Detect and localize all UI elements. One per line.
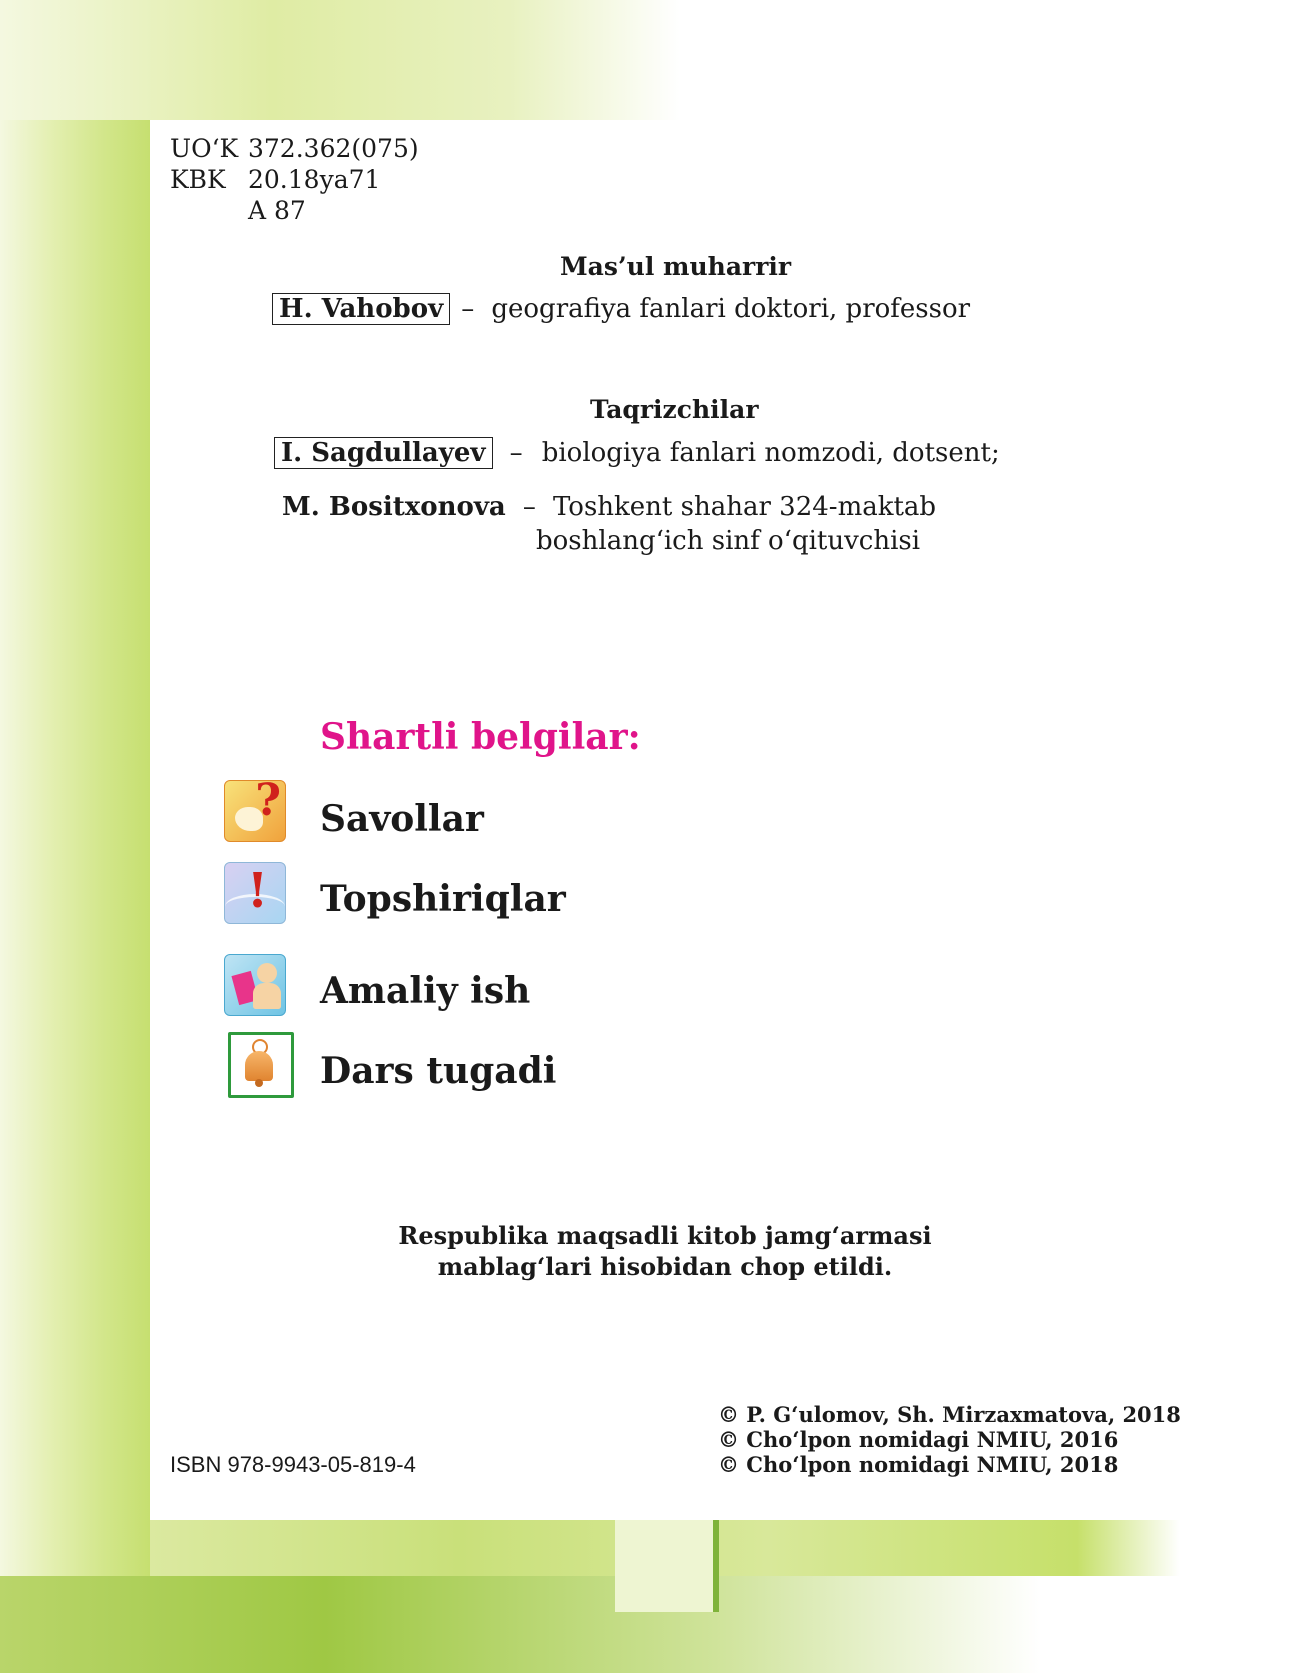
reviewer-title: biologiya fanlari nomzodi, dotsent; [541,438,1000,468]
kbk-value: 20.18ya71 [248,165,381,194]
reviewer-name: I. Sagdullayev [274,437,493,469]
copyright-line: © P. G‘ulomov, Sh. Mirzaxmatova, 2018 [718,1402,1181,1427]
frame-left-band [0,0,150,1673]
practical-work-icon [224,954,286,1016]
reviewer-row [274,438,1000,468]
reviewer-dash: – [509,438,523,468]
legend-item-practical: Amaliy ish [320,970,531,1012]
frame-top-band [0,0,680,120]
bell-icon [228,1032,294,1098]
editor-row [272,294,970,324]
funding-line-1: Respublika maqsadli kitob jamg‘armasi [398,1221,932,1250]
editor-heading: Mas’ul muharrir [560,252,792,281]
legend-item-lesson-end: Dars tugadi [320,1050,557,1092]
frame-notch [615,1520,715,1612]
kbk-label: KBK [170,165,226,194]
frame-notch-line [713,1512,719,1612]
reviewer-name: M. Bositxonova [282,492,506,522]
editor-name: H. Vahobov [272,293,450,325]
question-icon: ? [224,780,286,842]
exclamation-icon: ! [224,862,286,924]
page-content [150,120,1180,1520]
reviewer-dash: – [522,492,536,522]
reviewer-title-continued: boshlang‘ich sinf o‘qituvchisi [536,526,921,556]
isbn: ISBN 978-9943-05-819-4 [170,1452,416,1477]
copyright-line: © Cho‘lpon nomidagi NMIU, 2016 [718,1427,1119,1452]
copyright-line: © Cho‘lpon nomidagi NMIU, 2018 [718,1452,1119,1477]
legend-item-questions: Savollar [320,798,484,840]
uok-label: UO‘K [170,134,239,163]
funding-line-2: mablag‘lari hisobidan chop etildi. [437,1252,893,1281]
editor-title: geografiya fanlari doktori, professor [491,294,971,324]
legend-title: Shartli belgilar: [320,716,641,758]
editor-dash: – [461,294,475,324]
uok-value: 372.362(075) [248,134,419,163]
reviewer-row [282,492,936,522]
reviewers-heading: Taqrizchilar [590,395,759,424]
reviewer-title: Toshkent shahar 324-maktab [552,492,937,522]
legend-item-tasks: Topshiriqlar [320,878,566,920]
author-mark: A 87 [248,196,306,225]
